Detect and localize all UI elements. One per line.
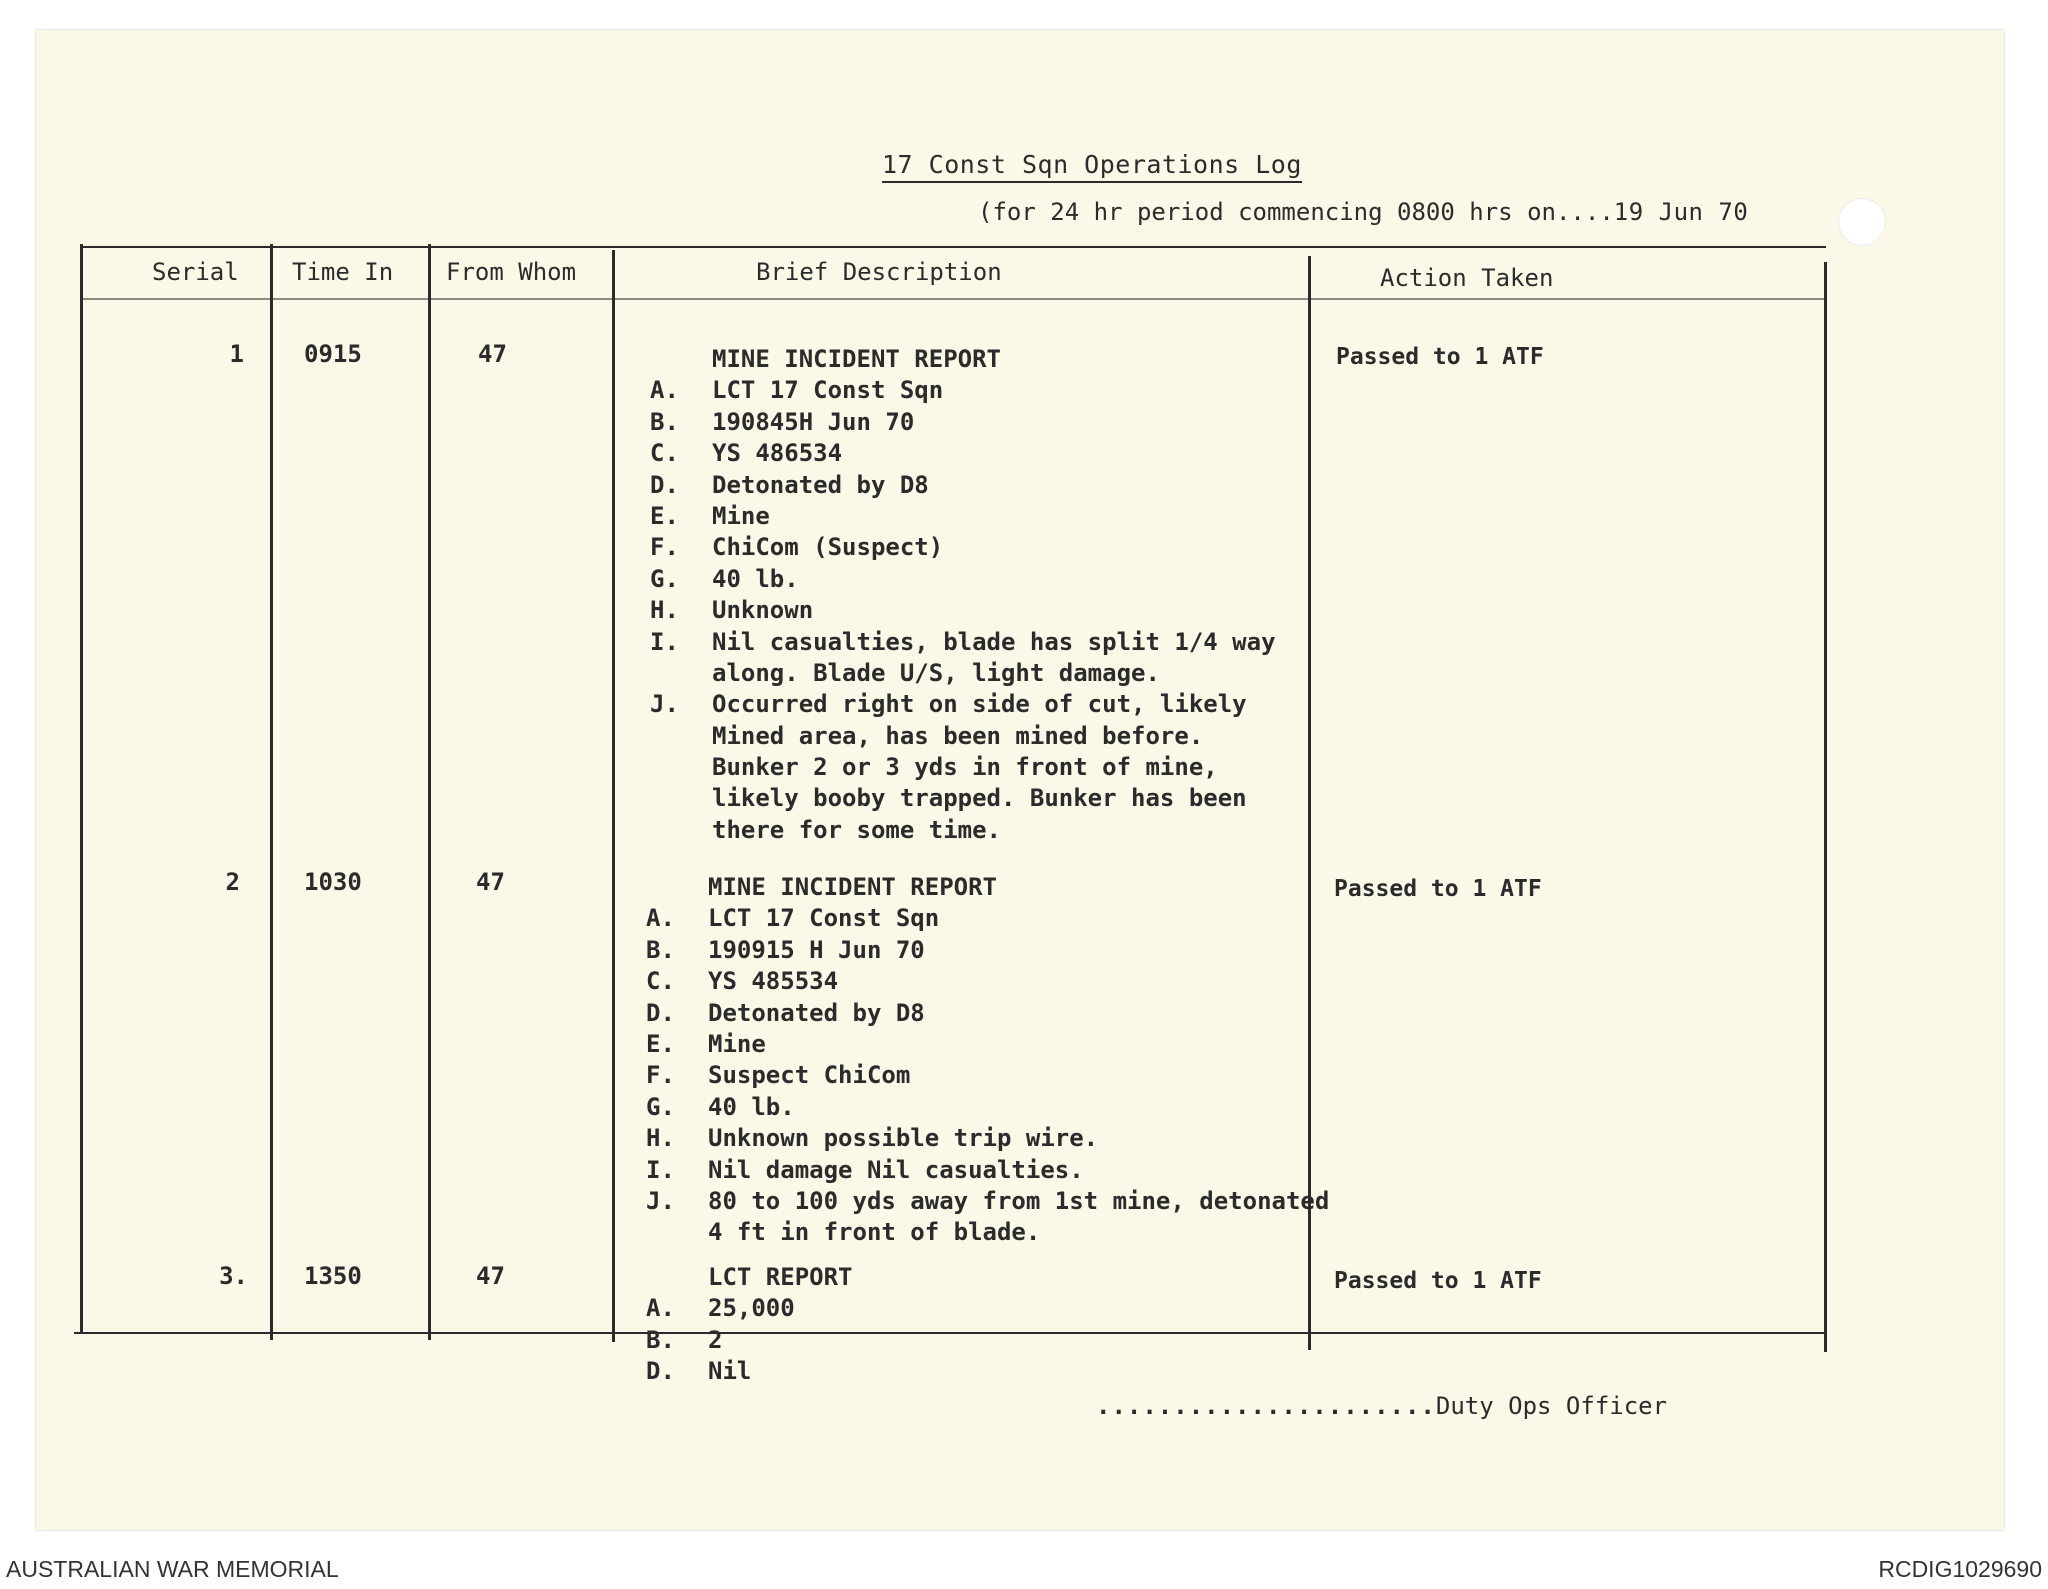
description-line: I. Nil casualties, blade has split 1/4 way	[650, 627, 1276, 656]
description-line: A. 25,000	[646, 1294, 795, 1323]
description-line: I. Nil damage Nil casualties.	[646, 1155, 1084, 1184]
from-whom-cell: 47	[476, 1262, 505, 1290]
description-line: C. YS 486534	[650, 439, 843, 468]
table-border-left	[80, 244, 83, 1334]
punch-hole	[1838, 198, 1886, 246]
description-cell	[646, 1262, 853, 1388]
description-line: F. Suspect ChiCom	[646, 1061, 911, 1090]
description-line: MINE INCIDENT REPORT	[712, 345, 1001, 373]
description-line: likely booby trapped. Bunker has been	[712, 784, 1247, 813]
description-line: A. LCT 17 Const Sqn	[650, 376, 944, 405]
description-line: A. LCT 17 Const Sqn	[646, 904, 940, 933]
description-cell	[650, 344, 1276, 846]
signature-label: Duty Ops Officer	[1435, 1392, 1668, 1420]
action-cell: Passed to 1 ATF	[1334, 1268, 1542, 1294]
column-divider-1	[270, 244, 273, 1340]
column-header-time-in: Time In	[292, 258, 394, 286]
from-whom-cell: 47	[478, 340, 507, 368]
description-line: E. Mine	[646, 1029, 766, 1058]
description-line: B. 190845H Jun 70	[650, 407, 915, 436]
description-line: D. Detonated by D8	[650, 470, 929, 499]
description-line: C. YS 485534	[646, 967, 839, 996]
log-date: 19 Jun 70	[1613, 198, 1749, 226]
description-line: G. 40 lb.	[650, 564, 799, 593]
time-in-cell: 1350	[304, 1262, 362, 1290]
description-line: MINE INCIDENT REPORT	[708, 873, 997, 901]
header-underline	[82, 298, 1824, 300]
signature-line	[1096, 1392, 1667, 1420]
description-line: along. Blade U/S, light damage.	[712, 658, 1160, 687]
description-line: F. ChiCom (Suspect)	[650, 533, 944, 562]
log-subtitle	[978, 198, 1748, 226]
description-line: E. Mine	[650, 501, 770, 530]
description-line: G. 40 lb.	[646, 1092, 795, 1121]
table-border-bottom	[74, 1332, 1826, 1334]
description-line: H. Unknown	[650, 596, 814, 625]
column-header-serial: Serial	[152, 258, 239, 286]
description-line: there for some time.	[712, 815, 1001, 844]
serial-cell: 1	[229, 340, 244, 368]
column-header-action-taken: Action Taken	[1380, 264, 1554, 292]
description-line: J. 80 to 100 yds away from 1st mine, detonated	[646, 1186, 1330, 1215]
footer-archive-name: AUSTRALIAN WAR MEMORIAL	[6, 1556, 339, 1582]
description-line: B. 190915 H Jun 70	[646, 935, 925, 964]
signature-dots: ......................	[1096, 1392, 1436, 1420]
footer-record-id: RCDIG1029690	[1878, 1556, 2042, 1582]
serial-cell: 3.	[219, 1262, 248, 1290]
description-line: D. Nil	[646, 1357, 752, 1386]
table-border-right	[1824, 262, 1827, 1352]
column-divider-3	[612, 250, 615, 1342]
time-in-cell: 0915	[304, 340, 362, 368]
time-in-cell: 1030	[304, 868, 362, 896]
table-border-top	[80, 246, 1826, 248]
description-line: 4 ft in front of blade.	[708, 1218, 1041, 1247]
action-cell: Passed to 1 ATF	[1336, 344, 1544, 370]
action-cell: Passed to 1 ATF	[1334, 876, 1542, 902]
column-divider-2	[428, 244, 431, 1340]
description-line: D. Detonated by D8	[646, 998, 925, 1027]
column-header-from-whom: From Whom	[446, 258, 577, 286]
description-line: LCT REPORT	[708, 1263, 853, 1291]
description-line: Mined area, has been mined before.	[712, 721, 1204, 750]
serial-cell: 2	[225, 868, 240, 896]
log-title: 17 Const Sqn Operations Log	[882, 150, 1302, 183]
from-whom-cell: 47	[476, 868, 505, 896]
description-line: Bunker 2 or 3 yds in front of mine,	[712, 753, 1218, 782]
description-line: H. Unknown possible trip wire.	[646, 1124, 1099, 1153]
description-cell	[646, 872, 1329, 1249]
description-line: B. 2	[646, 1325, 723, 1354]
column-header-brief-description: Brief Description	[756, 258, 1002, 286]
description-line: J. Occurred right on side of cut, likely	[650, 690, 1247, 719]
subtitle-prefix: (for 24 hr period commencing 0800 hrs on....	[978, 198, 1614, 226]
